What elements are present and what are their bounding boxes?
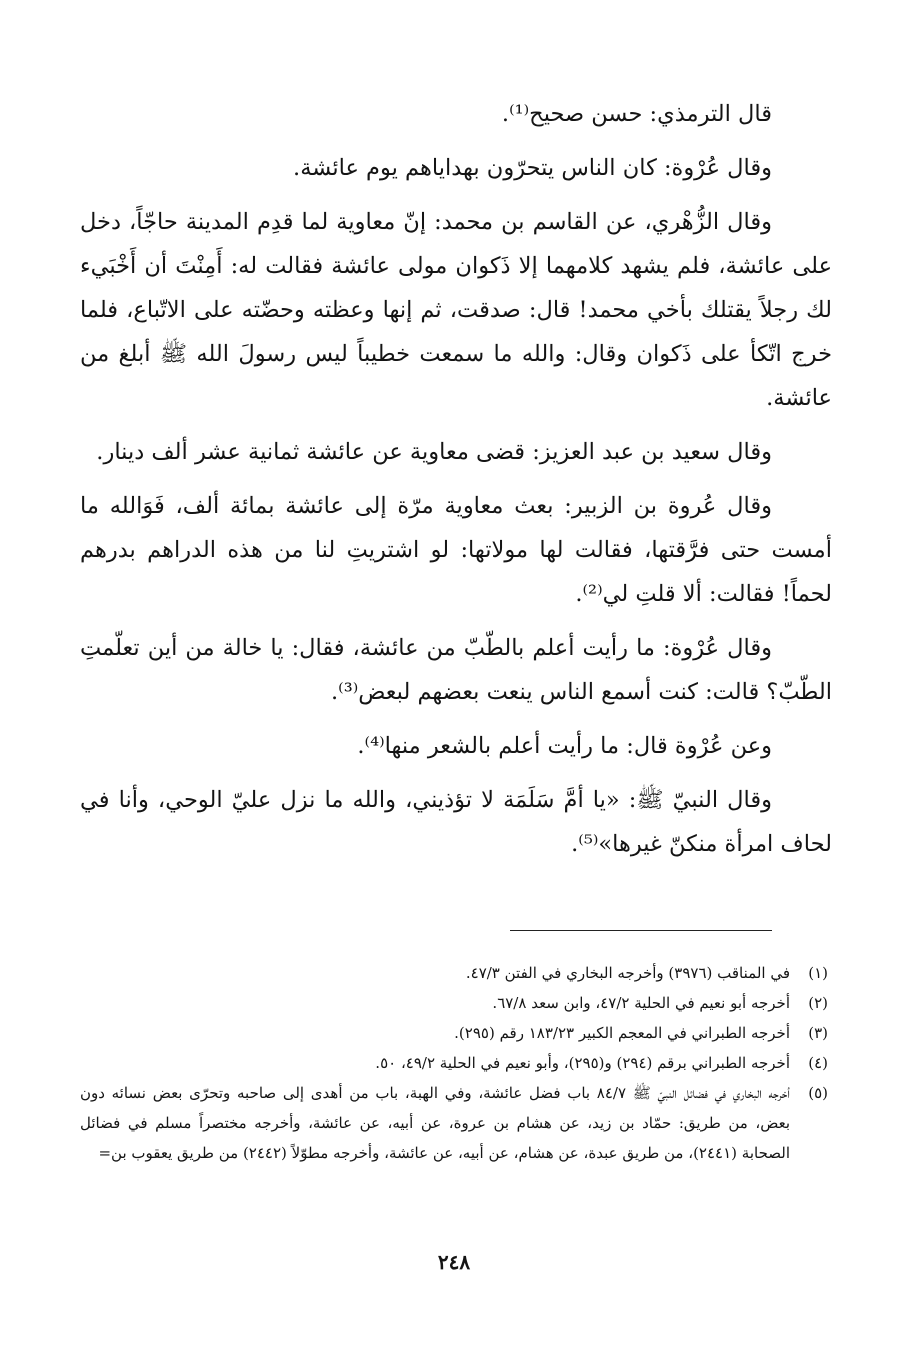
footnote-text: أخرجه الطبراني برقم (٢٩٤) و(٢٩٥)، وأبو نعيم في الحلية ٤٩/٢، ٥٠. [375, 1054, 790, 1072]
paragraph: وقال النبيّ ﷺ: «يا أمَّ سَلَمَة لا تؤذيني، والله ما نزل عليّ الوحي، وأنا في لحاف امرأة منكنّ غيرها»⁽⁵⁾. [80, 787, 832, 857]
footnote [80, 1078, 828, 1168]
paragraph: قال الترمذي: حسن صحيح⁽¹⁾. [501, 101, 772, 127]
footnote-text: أخرجه أبو نعيم في الحلية ٤٧/٢، وابن سعد ٦٧/٨. [492, 994, 790, 1012]
footnote-number: (٤) [808, 1054, 828, 1072]
footnote-text: أخرجه البخاري في فضائل النبيّ ﷺ ٨٤/٧ باب فضل عائشة، وفي الهبة، باب من أهدى إلى صاحبه وتحرّى بعض نسائه دون بعض، من طريق: حمّاد بن زيد، عن هشام بن عروة، عن أبيه، عن عائشة، وأخرجه مختصراً مسلم في فضائل الصحابة (٢٤٤١)، من طريق عبدة، عن هشام، عن أبيه، عن عائشة، وأخرجه مطوّلاً (٢٤٤٢) من طريق يعقوب بن= [80, 1084, 790, 1162]
page-number: ٢٤٨ [437, 1250, 471, 1274]
footnote [80, 1048, 828, 1078]
paragraph: وقال الزُّهْري، عن القاسم بن محمد: إنّ معاوية لما قدِم المدينة حاجّاً، دخل على عائشة، فلم يشهد كلامهما إلا ذَكوان مولى عائشة فقالت له: أَمِنْتَ أن أَخْبَيء لك رجلاً يقتلك بأخي محمد! قال: صدقت، ثم إنها وعظته وحضّته على الاتّباع، فلما خرج اتّكأ على ذَكوان وقال: والله ما سمعت خطيباً ليس رسولَ الله ﷺ أبلغ من عائشة. [80, 209, 832, 411]
footnotes [80, 958, 828, 1168]
footnote-number: (٢) [808, 994, 828, 1012]
footnote-number: (١) [808, 964, 828, 982]
footnote-text: في المناقب (٣٩٧٦) وأخرجه البخاري في الفتن ٤٧/٣. [465, 964, 790, 982]
main-text [80, 92, 832, 866]
footnote [80, 988, 828, 1018]
paragraph: وقال عُروة بن الزبير: بعث معاوية مرّة إلى عائشة بمائة ألف، فَوَالله ما أمست حتى فرَّقتها، فقالت لها مولاتها: لو اشتريتِ لنا من هذه الدراهم بدرهم لحماً! فقالت: ألا قلتِ لي⁽²⁾. [80, 493, 832, 607]
paragraph: وعن عُرْوة قال: ما رأيت أعلم بالشعر منها⁽⁴⁾. [357, 733, 772, 759]
footnote-number: (٥) [808, 1084, 828, 1102]
footnote-divider [510, 930, 772, 931]
footnote-text: أخرجه الطبراني في المعجم الكبير ١٨٣/٢٣ رقم (٢٩٥). [454, 1024, 790, 1042]
footnote-number: (٣) [808, 1024, 828, 1042]
paragraph: وقال عُرْوة: كان الناس يتحرّون بهداياهم يوم عائشة. [293, 155, 772, 181]
paragraph: وقال سعيد بن عبد العزيز: قضى معاوية عن عائشة ثمانية عشر ألف دينار. [96, 439, 772, 465]
paragraph: وقال عُرْوة: ما رأيت أعلم بالطّبّ من عائشة، فقال: يا خالة من أين تعلّمتِ الطّبّ؟ قالت: كنت أسمع الناس ينعت بعضهم لبعض⁽³⁾. [80, 635, 832, 705]
footnote [80, 1018, 828, 1048]
footnote [80, 958, 828, 988]
